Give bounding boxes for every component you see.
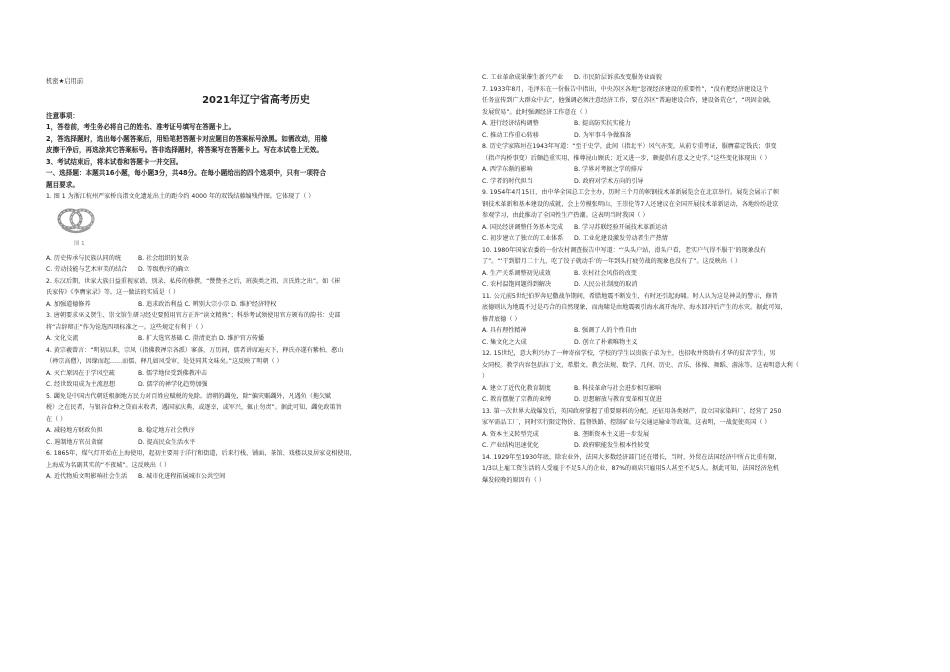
knot-figure xyxy=(46,203,466,253)
answer-options xyxy=(482,176,902,188)
answer-options xyxy=(46,379,466,391)
secret-mark: 机密★启用前 xyxy=(46,78,84,85)
answer-options xyxy=(482,164,902,176)
right-column xyxy=(482,72,902,486)
answer-options xyxy=(482,440,902,452)
notice-line: 3、考试结束后，将本试卷和答题卡一并交回。 xyxy=(46,157,183,166)
answer-options xyxy=(46,333,466,345)
answer-option: D. 工业化建设激发劳动者生产热情 xyxy=(574,235,668,242)
question-line: 11. 公元前5世纪伯罗奔尼撒战争期间，希腊地震不断发生，有时还引起海啸。时人认为这是神灵的警示，修昔 xyxy=(482,292,778,300)
answer-option: B. 儒学地位受到佛教冲击 xyxy=(138,369,207,377)
answer-option: C. 劳动技能与艺术审美的结合 xyxy=(46,266,128,273)
answer-option: B. 垄断资本主义进一步发展 xyxy=(574,430,650,438)
question-line: 14. 1929年至1930年底，除农业外，法国大多数经济部门还在增长，当时，外贸在法国经济中所占比重有限， xyxy=(482,453,781,461)
question-line: 女同校。教学内容包括拉丁文、希腊文、教会法规、数学、几何、历史、音乐、体操、舞蹈、游泳等。这表明意大利（ xyxy=(482,361,799,369)
question-line: 修昔底德（ ） xyxy=(482,315,521,323)
answer-option: A. 文化交流 xyxy=(46,335,79,342)
answer-option: A. 西学东渐的影响 xyxy=(482,166,533,173)
question-line: 氏家传》《李膺家录》等。这一做法的实质是（ ） xyxy=(46,289,179,296)
notice-line: 皮擦干净后，再选涂其它答案标号。答非选择题时，将答案写在答题卡上。写在本试卷上无效。 xyxy=(46,146,323,154)
answer-option: C. 学者的时代担当 xyxy=(482,177,533,185)
page-title: 2021年辽宁省高考历史 xyxy=(202,94,310,106)
section-heading: 题目要求。 xyxy=(46,180,79,189)
answer-option: B. 提高防实抗实能力 xyxy=(574,120,631,127)
question-line: 7. 1933年8月，毛泽东在一份报告中指出，中央苏区各地“忽视经济建设的重要性”，“没有把经济建设这个 xyxy=(482,85,769,93)
notice-line: 2，答选择题时，选出每小题答案后，用铅笔把答题卡对应题目的答案标号涂黑。如需改动，用橡 xyxy=(46,134,328,143)
answer-options xyxy=(482,279,902,291)
question-line: 8. 历史学家陈垣在1943年写道：“至于史学，此间（指北平）风气亦变，从前专重考证，服膺嘉定钱氏；事变 xyxy=(482,143,777,150)
answer-option: B. 学习苏联经验开展技术革新运动 xyxy=(574,223,668,231)
notice-heading: 注意事项： xyxy=(46,111,79,120)
answer-options xyxy=(482,130,902,142)
question-line: 底德则认为地震不过是巧合的自然现象，而海啸是由地震吸引海水离开海岸，海水回冲后产生的水灾。据此可知， xyxy=(482,304,787,311)
answer-options xyxy=(482,429,902,441)
question-line: 1/3以上雇工资生活的人受雇于不足5人的企业，87%的商店只雇用5人甚至不足5人。据此可知，法国经济危机 xyxy=(482,465,780,472)
answer-options xyxy=(482,268,902,280)
answer-options xyxy=(46,299,466,311)
question-line: 13. 第一次世界大战爆发后，英国政府掌握了重要原料的分配，还征用各类财产，设立国家染料厂，经营了 250 xyxy=(482,407,782,415)
answer-option: D. 创立了朴素唯物主义 xyxy=(574,338,638,346)
question-stem: 1. 图 1 为浙江杭州严家桥良渚文化遗址出土的距今约 4000 年的双钱结藤编残件图。它体现了（ ） xyxy=(46,193,315,200)
question-line: 家军需品工厂，同时实行限定物价、监督铁路、控制矿业与交通运输业等政策。这表明，一战促使英国（ ） xyxy=(482,419,771,426)
answer-options xyxy=(482,383,902,395)
answer-options xyxy=(482,325,902,337)
answer-option: D. 政府对学术方向的引导 xyxy=(574,177,644,185)
answer-option: C. 产业结构迅速优化 xyxy=(482,442,539,449)
question-line: 10. 1980年国家农委的一份农村调查报告中写道：“‘头头户站，滑头户看，老实户气得不服干’的现象没有 xyxy=(482,246,767,254)
question-line: 6. 1865年，煤气灯开始在上海使用，起初主要用于洋行和街道，后来行栈、铺面、茶馆、戏楼以及居家竞相使用， xyxy=(46,450,356,457)
question-line: 了”。“‘干到腊月二十九，吃了饺子就动手’的一年到头打疲劳战的现象也没有了”。这反映出（ ） xyxy=(482,258,742,265)
answer-option: C. 遏制地方官员贪腐 xyxy=(46,438,103,446)
answer-option: C. 工业革命成果催生新兴产业 xyxy=(482,74,564,81)
answer-options xyxy=(482,337,902,349)
answer-option: B. 稳定地方社会秩序 xyxy=(138,427,195,434)
section-heading: 一、选择题：本题共16小题，每小题3分，共48分。在每小题给出的四个选项中，只有一项符合 xyxy=(46,169,327,177)
answer-options xyxy=(482,233,902,245)
question-line: 2. 东汉后期，世家大族日益重视家谱、别录、私传的修撰，“赞赞圣之后，班族类之祖，言氏姓之出”，如《崔 xyxy=(46,277,341,285)
question-line: 在（ ） xyxy=(46,415,67,423)
answer-options xyxy=(46,264,466,276)
answer-option: D. 提高民众生活水平 xyxy=(138,438,196,446)
question-line: 5. 蠲免是中国古代朝廷根据地方民力对百姓应赋税的免除。清朝的蠲免，除“偏灾赈蠲外，凡遇负（拖欠赋 xyxy=(46,392,332,400)
answer-options xyxy=(482,118,902,130)
question-line: 钢技术革新和基本建设的成就，会上劳模张明山、王崇伦等7人还建议在全国开展技术革新运动，各地纷纷赴京 xyxy=(482,200,779,208)
answer-option: C. 经世致用成为主流思想 xyxy=(46,381,116,388)
answer-option: A. 近代物质文明影响社会生活 xyxy=(46,473,128,480)
left-column xyxy=(46,76,466,483)
question-line: （禅宗高僧），因缘而起……而儒、释几如风受审，处处同其文味矣。”这反映了明朝（ ） xyxy=(46,358,283,365)
question-line: 将“吉辞辩正”作为铨选四项标准之一。这些规定有利于（ ） xyxy=(46,323,207,331)
answer-option: B. 社会组织的复杂 xyxy=(138,254,189,262)
answer-options xyxy=(46,437,466,449)
question-line: 3. 唐朝要求巫义贤生、崇文馆生研习经史要照用官方正许“读文精熟”；科举考试须使用官方颁布的韵书：史部 xyxy=(46,312,341,319)
answer-option: D. 思想解放与教育变革相互促进 xyxy=(574,396,662,403)
answer-option: A. 灭亡原因在于学风空疏 xyxy=(46,369,115,377)
answer-option: A. 生产关系调整初见成效 xyxy=(482,269,551,277)
answer-options xyxy=(482,394,902,406)
double-coin-knot-image xyxy=(56,205,96,239)
answer-option: A. 历史传承与民族认同的统 xyxy=(46,254,121,262)
answer-options xyxy=(46,425,466,437)
answer-option: B. 学界对考据之学的排斥 xyxy=(574,166,643,173)
left-questions xyxy=(46,253,466,483)
answer-option: A. 进行经济结构调整 xyxy=(482,120,539,127)
answer-options xyxy=(46,368,466,380)
answer-options xyxy=(46,253,466,265)
question-line: 爆发较晚的原因有（ ） xyxy=(482,476,545,484)
answer-option: C. 集文化之大成 xyxy=(482,338,527,346)
answer-options xyxy=(482,222,902,234)
answer-option: D. 等级秩序的确立 xyxy=(138,266,190,273)
question-line: 上海成为名副其实的“不夜城”。这反映出（ ） xyxy=(46,461,171,469)
answer-option: A. 加强道德修养 xyxy=(46,300,91,308)
answer-option: C. 教育摆脱了宗教的束缚 xyxy=(482,396,552,403)
answer-option: C. 农村温饱问题得到解决 xyxy=(482,281,552,288)
answer-option: D. 人民公社制度的取消 xyxy=(574,281,638,288)
answer-option: A. 建立了近代化教育制度 xyxy=(482,384,551,392)
question-line: 12. 15世纪，意大利兴办了一种寄宿学校，学校的学生以贵族子弟为主，也招收并资助有才华的贫苦学生，男 xyxy=(482,350,776,357)
question-line: 9. 1954年4月15日，由中华全国总工会主办，历时三个月的帜钢技术革新展览会在北京举行。展览会展示了帜 xyxy=(482,189,779,196)
answer-option: D. 政府职能发生根本性转变 xyxy=(574,442,650,449)
answer-option: B. 科技革命与社会进步相互影响 xyxy=(574,384,662,392)
answer-option: C. 推动工作重心转移 xyxy=(482,131,539,139)
answer-option: A. 减轻地方财政负担 xyxy=(46,427,103,434)
figure-caption: 图 1 xyxy=(74,240,85,247)
question-line: 任务宣传到广大群众中去”，他强调必须注意经济工作，要在苏区“普遍建设合作，建设备荒仓”，“巩固金融， xyxy=(482,97,775,104)
answer-option: A. 资本主义转型完成 xyxy=(482,430,539,438)
notice-line: 1，答卷前，考生务必将自己的姓名、准考证号填写在答题卡上。 xyxy=(46,123,236,131)
question-line: 4. 黄宗羲曾言：“明初以来，宗风（指佛教禅宗各派）寥落，万历间，儒者讲席遍天下，释氏亦遂有紫柏、憨山 xyxy=(46,346,344,354)
answer-option: B. 强调了人的个性自由 xyxy=(574,327,637,334)
answer-option: D. 市民阶层诉求改变服务业面貌 xyxy=(574,74,662,81)
answer-options xyxy=(46,471,466,483)
answer-option: B. 追求政治利益 C. 辨别大宗小宗 D. 维护经济特权 xyxy=(138,300,277,308)
answer-option: D. 儒学的禅学化趋势加强 xyxy=(138,381,208,388)
answer-option: A. 国民经济调整任务基本完成 xyxy=(482,223,564,231)
question-line: ） xyxy=(482,373,489,380)
answer-option: B. 农村社会风俗的改变 xyxy=(574,269,637,277)
answer-options xyxy=(482,72,902,84)
answer-option: D. 为军事斗争做准备 xyxy=(574,131,632,139)
answer-option: B. 扩大选官基础 C. 澄清吏治 D. 维护官方传播 xyxy=(138,335,265,342)
question-line: 参观学习，由此推动了全国性生产热潮。这表明当时我国（ ） xyxy=(482,212,649,219)
answer-option: C. 初步建立了独立的工业体系 xyxy=(482,235,564,242)
answer-option: A. 具有理性精神 xyxy=(482,327,527,334)
question-line: （指卢沟桥事变）后颇趋重实用，推尊昆山顾氏；近又进一步，颇提倡有意义之史学。”这些变化体现出（ ） xyxy=(482,154,771,162)
question-line: 发展贸易”。此时强调经济工作意在（ ） xyxy=(482,108,591,116)
question-line: 税）之在民者，与银谷食种之贷而未收者，遇国家庆典，或逐幸，或军兴，辄止勿责”。据此可知，蠲免政策旨 xyxy=(46,404,342,411)
answer-option: B. 城市化进程拓展城市公共空间 xyxy=(138,473,226,480)
